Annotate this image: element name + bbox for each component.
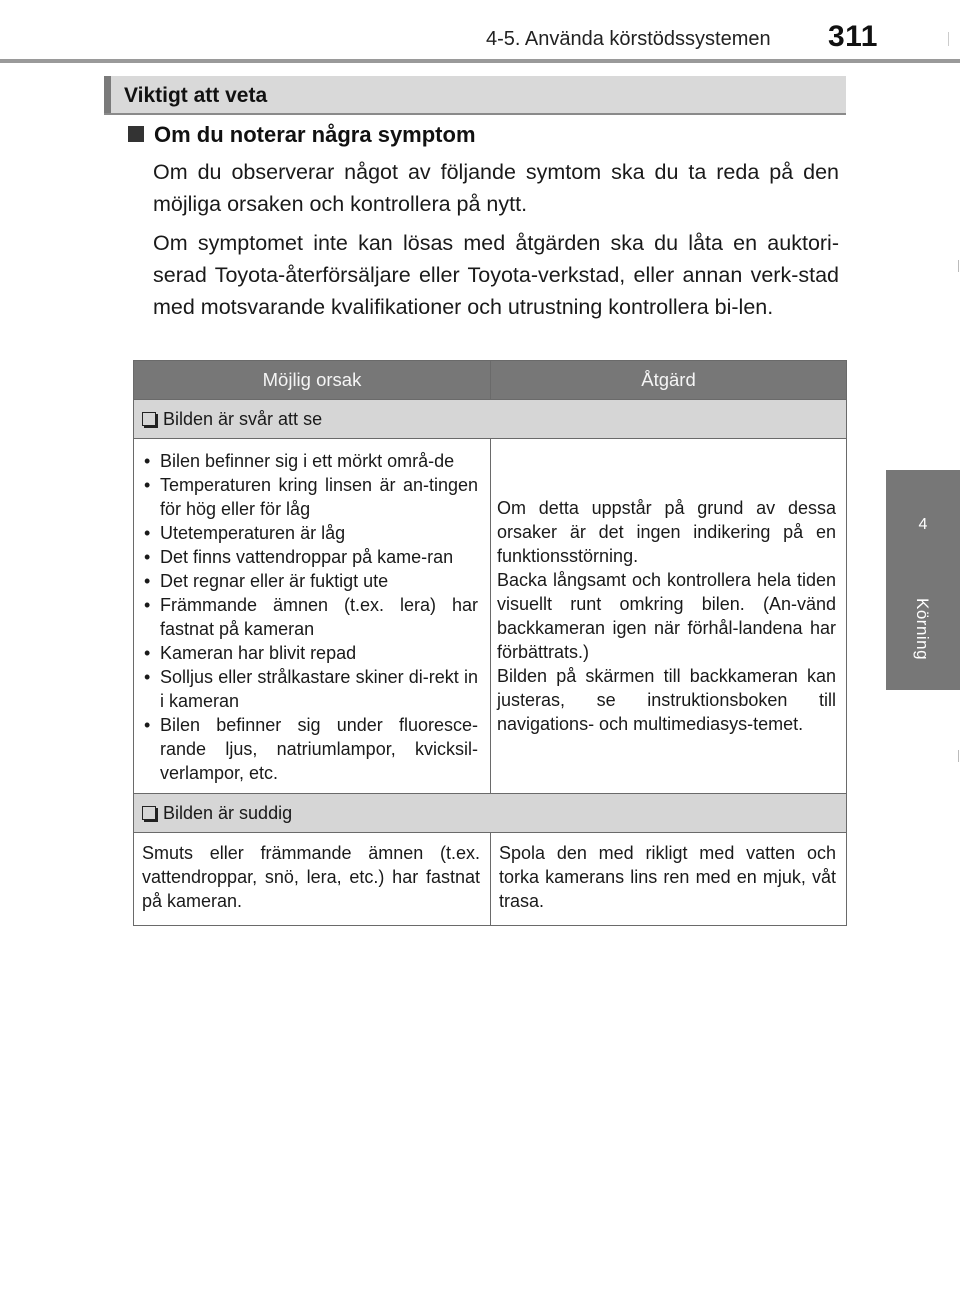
- list-item: • Bilen befinner sig under fluoresce-rande ljus, natriumlampor, kvicksil-verlampor, etc.: [142, 713, 478, 785]
- remedy-line: Bilden på skärmen till backkameran kan justeras, se instruktionsboken till navigations- och multimediasys-temet.: [497, 666, 836, 734]
- paragraph: Om symptomet inte kan lösas med åtgärden ska du låta en auktori-serad Toyota-återförsäljare eller Toyota-verkstad, eller annan verk-stad med motsvarande kvalifikationer och utrustning kontrollera bi-len.: [153, 231, 839, 319]
- remedy-text: [491, 496, 846, 736]
- table-header-row: [134, 361, 847, 400]
- chapter-label: Körning: [913, 598, 932, 661]
- cause-list: [134, 439, 490, 793]
- list-item: • Solljus eller strålkastare skiner di-rekt in i kameran: [142, 665, 478, 713]
- crop-mark: [958, 260, 959, 272]
- list-item: • Det finns vattendroppar på kame-ran: [142, 545, 478, 569]
- remedy-cell: [491, 439, 847, 794]
- caution-header: [104, 76, 846, 114]
- paragraph: Om du observerar något av följande symtom ska du ta reda på den möjliga orsaken och kontrollera på nytt.: [153, 160, 839, 216]
- checkbox-icon: [142, 412, 156, 426]
- cause-cell: [134, 439, 491, 794]
- table-row: [134, 439, 847, 794]
- remedy-line: Om detta uppstår på grund av dessa orsaker är det ingen indikering på en funktionsstörning.: [497, 498, 836, 566]
- troubleshooting-table: [133, 360, 847, 926]
- subsection-heading: [128, 122, 476, 148]
- list-item: • Utetemperaturen är låg: [142, 521, 478, 545]
- remedy-cell: [491, 833, 847, 926]
- caution-rule: [104, 113, 846, 115]
- table-row: [134, 833, 847, 926]
- remedy-text: Spola den med rikligt med vatten och torka kamerans lins ren med en mjuk, våt trasa.: [499, 843, 836, 911]
- square-bullet-icon: [128, 126, 144, 142]
- caution-accent: [104, 76, 111, 114]
- section-title: 4-5. Använda körstödssystemen: [486, 28, 771, 50]
- category-row: [134, 400, 847, 439]
- remedy-line: Backa långsamt och kontrollera hela tiden visuellt runt omkring bilen. (An-vänd backkameran igen när förhål-landena har förbättrats.): [497, 570, 836, 662]
- subsection-heading-text: Om du noterar några symptom: [154, 122, 476, 147]
- list-item: • Det regnar eller är fuktigt ute: [142, 569, 478, 593]
- list-item: • Temperaturen kring linsen är an-tingen för hög eller för låg: [142, 473, 478, 521]
- category-cell: [134, 400, 847, 439]
- header-rule: [0, 59, 960, 63]
- list-item: • Bilen befinner sig i ett mörkt områ-de: [142, 449, 478, 473]
- cause-text: Smuts eller främmande ämnen (t.ex. vattendroppar, snö, lera, etc.) har fastnat på kameran.: [142, 843, 480, 911]
- crop-mark: [958, 750, 959, 762]
- cause-cell: [134, 833, 491, 926]
- category-label: Bilden är svår att se: [163, 409, 323, 429]
- page-number: 311: [828, 20, 878, 53]
- category-label: Bilden är suddig: [163, 803, 293, 823]
- crop-mark: [948, 32, 949, 46]
- caution-title: Viktigt att veta: [124, 84, 268, 107]
- checkbox-icon: [142, 806, 156, 820]
- chapter-tab: [886, 470, 960, 690]
- category-row: [134, 794, 847, 833]
- list-item: • Kameran har blivit repad: [142, 641, 478, 665]
- category-cell: [134, 794, 847, 833]
- column-header-cause: Möjlig orsak: [134, 361, 491, 400]
- list-item: • Främmande ämnen (t.ex. lera) har fastnat på kameran: [142, 593, 478, 641]
- column-header-remedy: Åtgärd: [491, 361, 847, 400]
- chapter-number: 4: [918, 516, 928, 533]
